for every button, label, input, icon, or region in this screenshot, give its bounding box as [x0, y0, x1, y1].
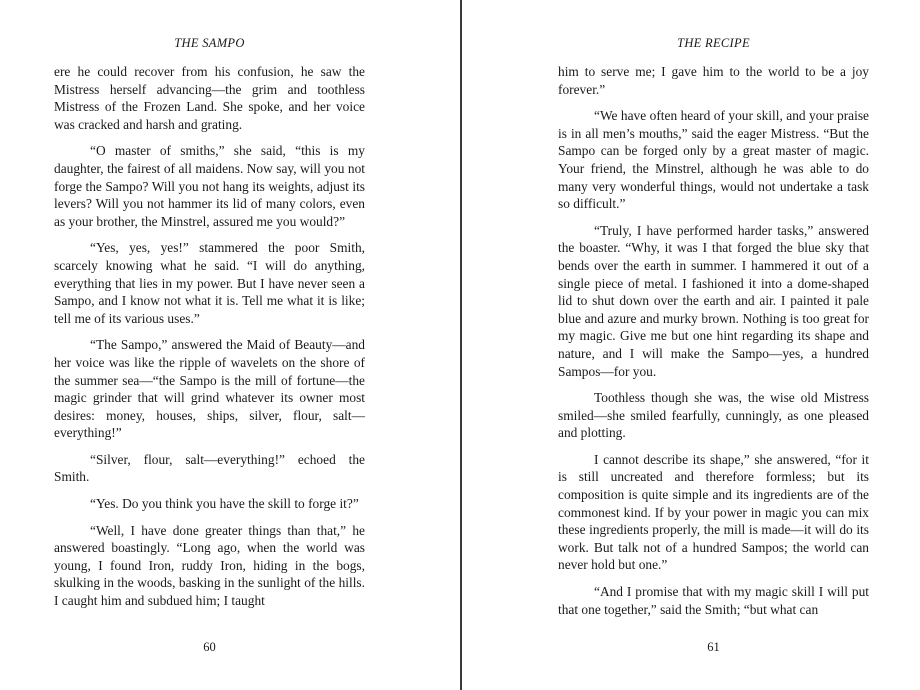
running-head-left: THE SAMPO [174, 36, 245, 50]
paragraph: Toothless though she was, the wise old Mistress smiled—she smiled fearfully, cunningly, as one pleased and plotting. [558, 390, 869, 441]
paragraph: “O master of smiths,” she said, “this is my daughter, the fairest of all maidens. Now say, will you not forge the Sampo? Will you not hang its weights, adjust its levers? Will you not hammer its lid of many colors, even as your brother, the Minstrel, assured me you would?” [54, 143, 365, 229]
left-page-body [54, 63, 365, 619]
paragraph: “Truly, I have performed harder tasks,” answered the boaster. “Why, it was I that forged the blue sky that bends over the earth in summer. I hammered it out of a single piece of metal. I fashioned it into a dome-shaped lid to shut down over the earth and air. I painted it pale blue and azure and murky brown. Nothing is too great for my magic. Give me but one hint regarding its shape and nature, and I will make the Sampo—yes, a hundred Sampos—for you. [558, 222, 869, 379]
paragraph: “We have often heard of your skill, and your praise is in all men’s mouths,” said the eager Mistress. “But the Sampo can be forged only by a great master of magic. Your friend, the Minstrel, although he was able to do many very wonderful things, would not undertake a task so difficult.” [558, 108, 869, 212]
right-page [558, 0, 869, 690]
paragraph: ere he could recover from his confusion, he saw the Mistress herself advancing—the grim and toothless Mistress of the Frozen Land. She spoke, and her voice was cracked and harsh and grating. [54, 64, 365, 132]
right-page-body [558, 63, 869, 627]
page-number-left: 60 [203, 640, 216, 654]
left-page [54, 0, 365, 690]
paragraph: “Silver, flour, salt—everything!” echoed the Smith. [54, 451, 365, 485]
paragraph: “Well, I have done greater things than that,” he answered boastingly. “Long ago, when the world was young, I found Iron, ruddy Iron, hiding in the bogs, skulking in the woods, basking in the sunlight of the hills. I caught him and subdued him; I taught [54, 522, 365, 609]
paragraph: “Yes. Do you think you have the skill to forge it?” [90, 496, 359, 512]
paragraph: “Yes, yes, yes!” stammered the poor Smith, scarcely knowing what he said. “I will do anything, everything that lies in my power. But I have never seen a Sampo, and I know not what it is. Tell me what it is like; tell me of its various uses.” [54, 240, 365, 326]
paragraph: “And I promise that with my magic skill I will put that one together,” said the Smith; “but what can [558, 584, 869, 617]
page-divider [460, 0, 462, 690]
page-number-right: 61 [707, 640, 720, 654]
running-head-right: THE RECIPE [677, 36, 750, 50]
paragraph: him to serve me; I gave him to the world to be a joy forever.” [558, 64, 869, 97]
paragraph: “The Sampo,” answered the Maid of Beauty—and her voice was like the ripple of wavelets on the shore of the summer sea—“the Sampo is the mill of fortune—the magic grinder that will grind whatever its owner most desires: money, houses, ships, silver, flour, salt—everything!” [54, 337, 365, 441]
paragraph: I cannot describe its shape,” she answered, “for it is still uncreated and therefore formless; but its composition is quite simple and its ingredients are of the commonest kind. If by your power in magic you can mix these ingredients properly, the mill is made—it will do its work. But talk not of a hundred Sampos; the world can never hold but one.” [558, 451, 869, 573]
